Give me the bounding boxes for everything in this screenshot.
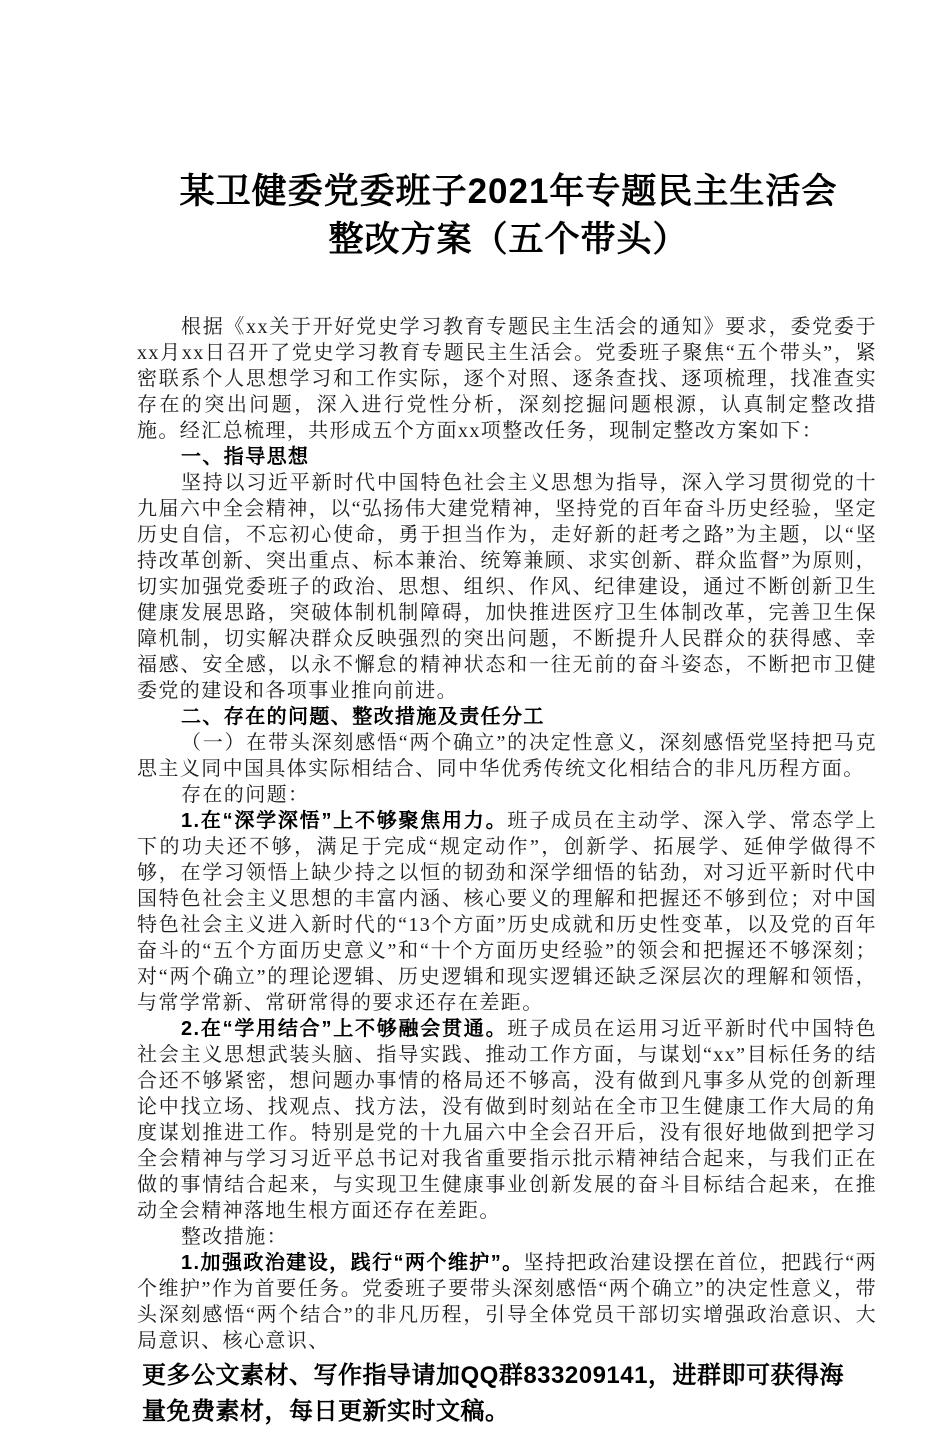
section-heading: 一、指导思想 bbox=[181, 446, 310, 468]
paragraph-lead: 1.加强政治建设，践行“两个维护”。 bbox=[181, 1252, 524, 1274]
paragraph: 坚持以习近平新时代中国特色社会主义思想为指导，深入学习贯彻党的十九届六中全会精神，以“弘扬伟大建党精神，坚持党的百年奋斗历史经验，坚定历史自信，不忘初心使命，勇于担当作为，走好新的赶考之路”为主题，以“坚持改革创新、突出重点、标本兼治、统筹兼顾、求实创新、群众监督”为原则，切实加强党委班子的政治、思想、组织、作风、纪律建设，通过不断创新卫生健康发展思路，突破体制机制障碍，加快推进医疗卫生体制改革，完善卫生保障机制，切实解决群众反映强烈的突出问题，不断提升人民群众的获得感、幸福感、安全感，以永不懈怠的精神状态和一往无前的奋斗姿态，不断把市卫健委党的建设和各项事业推向前进。 bbox=[137, 472, 877, 702]
footer-promo-text: 更多公文素材、写作指导请加QQ群833209141，进群即可获得海量免费素材，每日更新实时文稿。 bbox=[142, 1358, 864, 1430]
document-body bbox=[137, 314, 877, 1354]
page-title-line-2: 整改方案（五个带头） bbox=[328, 220, 689, 259]
paragraph: 存在的问题： bbox=[181, 784, 310, 806]
page-title-line-1: 某卫健委党委班子2021年专题民主生活会 bbox=[179, 172, 838, 211]
paragraph: 1.在“深学深悟”上不够聚焦用力。班子成员在主动学、深入学、常态学上下的功夫还不够，满足于完成“规定动作”，创新学、拓展学、延伸学做得不够，在学习领悟上缺少持之以恒的韧劲和深学细悟的钻劲，对习近平新时代中国特色社会主义思想的丰富内涵、核心要义的理解和把握还不够到位；对中国特色社会主义进入新时代的“13个方面”历史成就和历史性变革，以及党的百年奋斗的“五个方面历史意义”和“十个方面历史经验”的领会和把握还不够深刻；对“两个确立”的理论逻辑、历史逻辑和现实逻辑还缺乏深层次的理解和领悟，与常学常新、常研常得的要求还存在差距。 bbox=[137, 810, 877, 1014]
paragraph: 1.加强政治建设，践行“两个维护”。坚持把政治建设摆在首位，把践行“两个维护”作为首要任务。党委班子要带头深刻感悟“两个确立”的决定性意义，带头深刻感悟“两个结合”的非凡历程，引导全体党员干部切实增强政治意识、大局意识、核心意识、 bbox=[137, 1252, 877, 1352]
section-heading: 二、存在的问题、整改措施及责任分工 bbox=[181, 706, 545, 728]
paragraph: 根据《xx关于开好党史学习教育专题民主生活会的通知》要求，委党委于xx月xx日召开了党史学习教育专题民主生活会。党委班子聚焦“五个带头”，紧密联系个人思想学习和工作实际，逐个对照、逐条查找、逐项梳理，找准查实存在的突出问题，深入进行党性分析，深刻挖掘问题根源，认真制定整改措施。经汇总梳理，共形成五个方面xx项整改任务，现制定整改方案如下： bbox=[137, 316, 877, 442]
paragraph: 2.在“学用结合”上不够融会贯通。班子成员在运用习近平新时代中国特色社会主义思想武装头脑、指导实践、推动工作方面，与谋划“xx”目标任务的结合还不够紧密，想问题办事情的格局还不够高，没有做到凡事多从党的创新理论中找立场、找观点、找方法，没有做到时刻站在全市卫生健康工作大局的角度谋划推进工作。特别是党的十九届六中全会召开后，没有很好地做到把学习全会精神与学习习近平总书记对我省重要指示批示精神结合起来，与我们正在做的事情结合起来，与实现卫生健康事业创新发展的奋斗目标结合起来，在推动全会精神落地生根方面还存在差距。 bbox=[137, 1018, 877, 1222]
paragraph-lead: 2.在“学用结合”上不够融会贯通。 bbox=[181, 1018, 508, 1040]
paragraph: （一）在带头深刻感悟“两个确立”的决定性意义，深刻感悟党坚持把马克思主义同中国具体实际相结合、同中华优秀传统文化相结合的非凡历程方面。 bbox=[137, 732, 877, 780]
paragraph-lead: 1.在“深学深悟”上不够聚焦用力。 bbox=[181, 810, 508, 832]
page-title bbox=[137, 168, 880, 264]
paragraph: 整改措施： bbox=[181, 1226, 288, 1248]
